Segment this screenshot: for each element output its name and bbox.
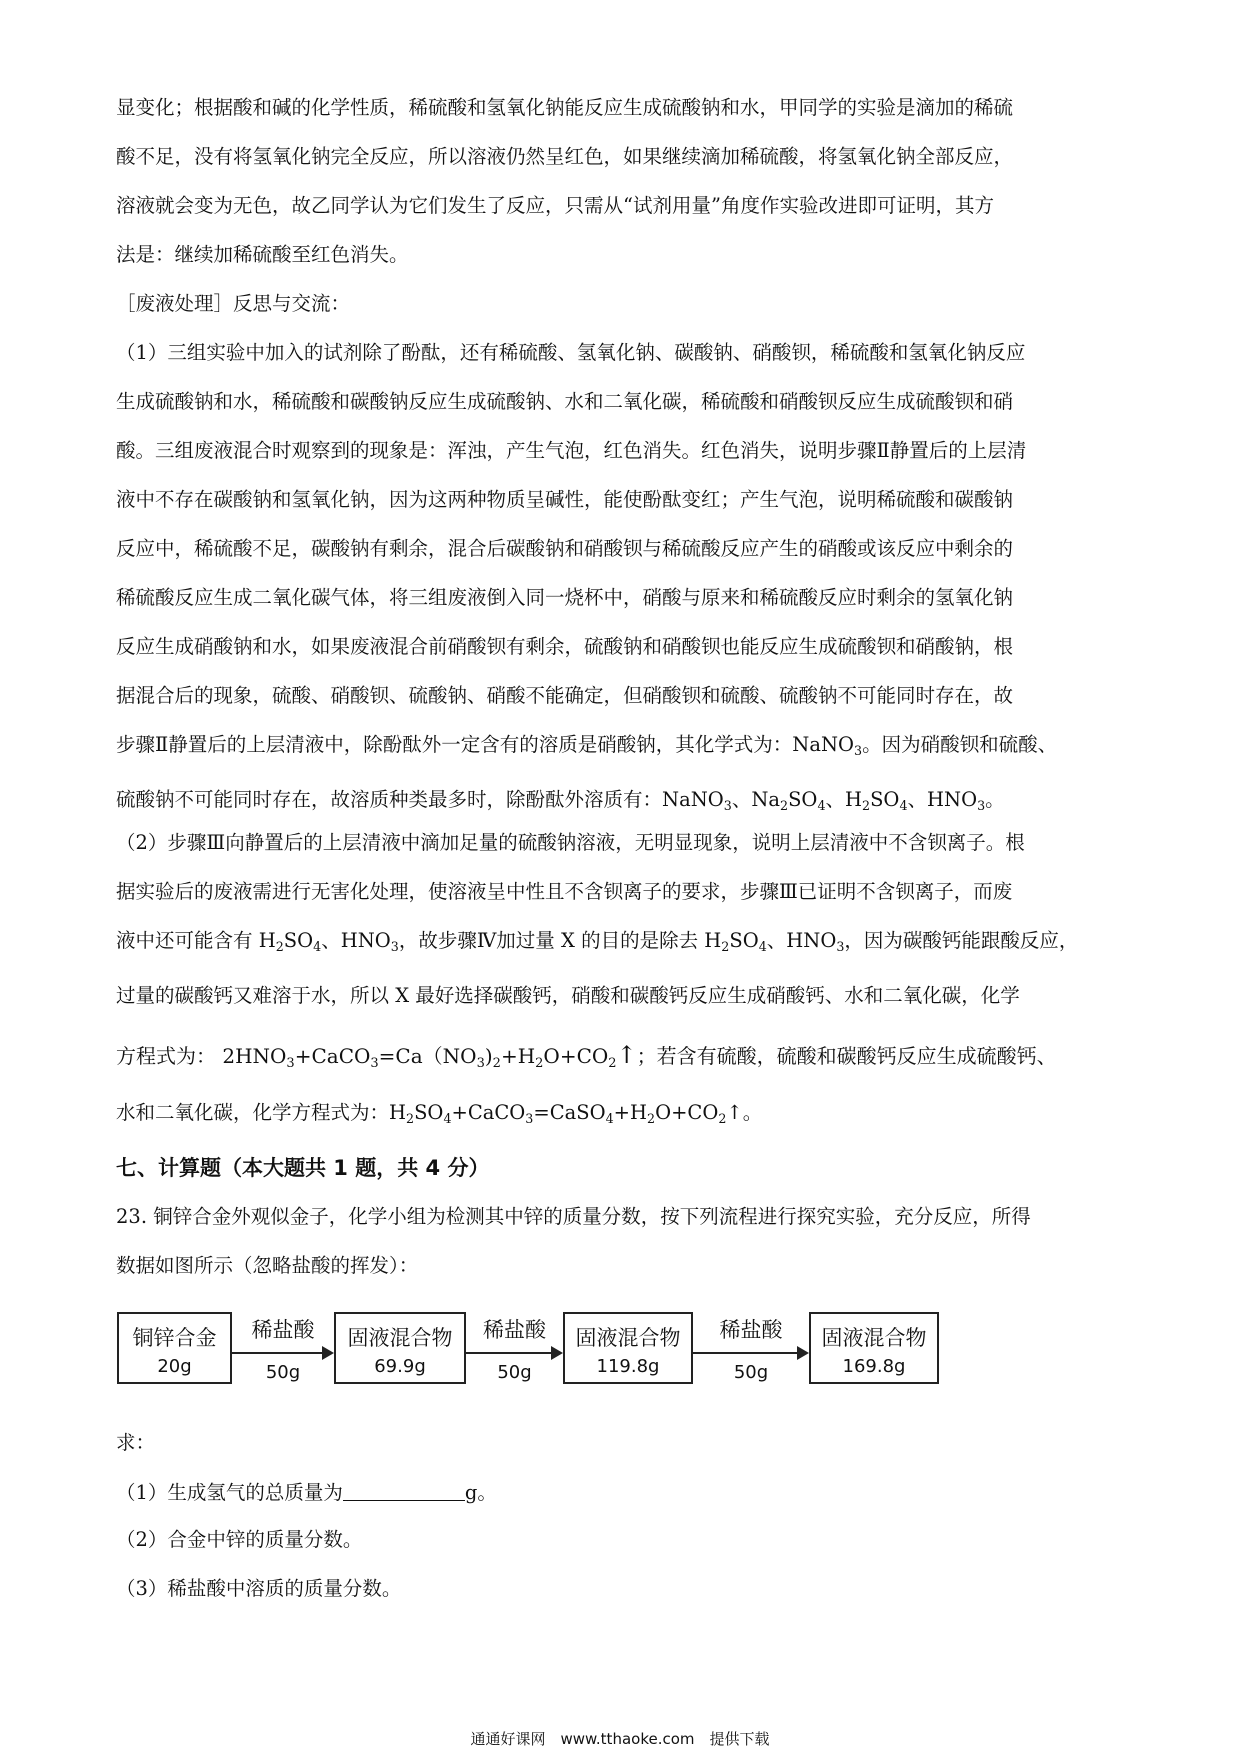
ask-label: 求： — [116, 1431, 156, 1454]
text-line: 23. 铜锌合金外观似金子，化学小组为检测其中锌的质量分数，按下列流程进行探究实验，充分反应，所得 — [116, 1205, 1031, 1228]
section-label-waste — [116, 279, 1126, 328]
paragraph-reflection-1 — [116, 328, 1126, 830]
section-title: 七、计算题（本大题共 1 题，共 4 分） — [116, 1156, 490, 1180]
text-segment: SO — [729, 929, 759, 952]
equation-segment: SO — [414, 1101, 444, 1124]
equation-segment: O+CO — [655, 1101, 719, 1124]
text-line: （2）步骤Ⅲ向静置后的上层清液中滴加足量的硫酸钠溶液，无明显现象，说明上层清液中不含钡离子。根 — [116, 831, 1025, 854]
text-line: （1）三组实验中加入的试剂除了酚酞，还有稀硫酸、氢氧化钠、碳酸钠、硝酸钡，稀硫酸和氢氧化钠反应 — [116, 341, 1026, 364]
text-line: 数据如图所示（忽略盐酸的挥发）： — [116, 1254, 419, 1277]
text-line: 液中不存在碳酸钠和氢氧化钠，因为这两种物质呈碱性，能使酚酞变红；产生气泡，说明稀硫酸和碳酸钠 — [116, 488, 1014, 511]
flow-box-title: 固液混合物 — [821, 1326, 927, 1350]
flow-arrow — [466, 1312, 563, 1384]
gas-arrow: ↑ — [616, 1041, 637, 1069]
text-segment: 、HNO — [766, 929, 837, 952]
paragraph-reflection-2 — [116, 818, 1126, 1020]
flow-arrow-label: 稀盐酸 — [483, 1318, 546, 1342]
arrow-head-icon — [322, 1346, 334, 1360]
text-line: 稀硫酸反应生成二氧化碳气体，将三组废液倒入同一烧杯中，硝酸与原来和稀硫酸反应时剩余的氢氧化钠 — [116, 586, 1014, 609]
text-segment: SO — [283, 929, 314, 952]
text-segment: 水和二氧化碳，化学方程式为：H — [116, 1101, 407, 1124]
flow-arrow — [232, 1312, 334, 1384]
arrow-head-icon — [551, 1346, 563, 1360]
text-line: 显变化；根据酸和碱的化学性质，稀硫酸和氢氧化钠能反应生成硫酸钠和水，甲同学的实验是滴加的稀硫 — [116, 96, 1014, 119]
text-line: ［废液处理］反思与交流： — [116, 292, 351, 315]
arrow-head-icon — [797, 1346, 809, 1360]
text-line: 据实验后的废液需进行无害化处理，使溶液呈中性且不含钡离子的要求，步骤Ⅲ已证明不含钡离子，而废 — [116, 880, 1013, 903]
flow-arrow-amount: 50g — [497, 1362, 532, 1383]
equation-segment: ↑。 — [726, 1101, 763, 1124]
equation-segment: +H — [500, 1044, 536, 1068]
text-line: 反应中，稀硫酸不足，碳酸钠有剩余，混合后碳酸钠和硝酸钡与稀硫酸反应产生的硝酸或该反应中剩余的 — [116, 537, 1014, 560]
text-segment: 。因为硝酸钡和硫酸、 — [862, 733, 1058, 756]
equation-line: 水和二氧化碳，化学方程式为：$H_2SO_4+CaCO_3=CaSO_4+H_2O+CO_2↑$。 — [116, 1101, 763, 1126]
text-line: 反应生成硝酸钠和水，如果废液混合前硝酸钡有剩余，硫酸钠和硝酸钡也能反应生成硫酸钡和硝酸钠，根 — [116, 635, 1014, 658]
equation-line: 方程式为： $2HNO_3+CaCO_3=Ca(NO_3)_2+H_2O+CO_2↑$；若含有硫酸，硫酸和碳酸钙反应生成硫酸钙、 — [116, 1041, 1057, 1071]
text-segment: 步骤Ⅱ静置后的上层清液中，除酚酞外一定含有的溶质是硝酸钠，其化学式为：NaNO — [116, 733, 854, 756]
flow-box-alloy — [117, 1312, 232, 1384]
equation-segment: =CaSO — [533, 1101, 606, 1124]
question-intro — [116, 1192, 1126, 1290]
flow-box-title: 固液混合物 — [575, 1326, 681, 1350]
text-segment: 方程式为： — [116, 1044, 216, 1068]
flow-box-value: 169.8g — [842, 1356, 906, 1377]
equation-segment: +CaCO — [294, 1044, 371, 1068]
text-line: 硫酸钠不可能同时存在，故溶质种类最多时，除酚酞外溶质有：NaNO$_3$、$Na_2SO_4$、$H_2SO_4$、$HNO_3$。 — [116, 787, 1005, 813]
flow-box-mixture — [334, 1312, 466, 1384]
text-line: 溶液就会变为无色，故乙同学认为它们发生了反应，只需从“试剂用量”角度作实验改进即可证明，其方 — [116, 194, 994, 217]
text-segment: 、Na — [731, 787, 781, 811]
text-line: 过量的碳酸钙又难溶于水，所以 X 最好选择碳酸钙，硝酸和碳酸钙反应生成硝酸钙、水和二氧化碳，化学 — [116, 983, 1020, 1007]
text-segment: g。 — [464, 1481, 497, 1504]
arrow-line — [693, 1352, 799, 1354]
text-segment: ，因为碳酸钙能跟酸反应， — [844, 929, 1079, 952]
text-segment: SO — [870, 787, 900, 811]
text-segment: ，故步骤Ⅳ加过量 X 的目的是除去 H — [398, 929, 722, 952]
flow-arrow-label: 稀盐酸 — [251, 1318, 315, 1342]
equation-segment: 2HNO — [222, 1044, 287, 1068]
arrow-line — [232, 1352, 324, 1354]
flow-box-value: 69.9g — [374, 1356, 426, 1377]
text-segment: 。 — [985, 787, 1005, 811]
text-segment: 、HNO — [907, 787, 978, 811]
text-line: 酸不足，没有将氢氧化钠完全反应，所以溶液仍然呈红色，如果继续滴加稀硫酸，将氢氧化钠全部反应， — [116, 145, 1014, 168]
flow-arrow — [693, 1312, 809, 1384]
text-segment: 液中还可能含有 H — [116, 929, 276, 952]
flow-arrow-amount: 50g — [733, 1362, 769, 1383]
text-line: 液中还可能含有 $H_2SO_4$、$HNO_3$，故步骤Ⅳ加过量 X 的目的是除去 $H_2SO_4$、$HNO_3$，因为碳酸钙能跟酸反应， — [116, 929, 1079, 954]
equation-segment: O+CO — [543, 1044, 609, 1068]
text-segment: ；若含有硫酸，硫酸和碳酸钙反应生成硫酸钙、 — [636, 1044, 1057, 1068]
flow-arrow-amount: 50g — [265, 1362, 301, 1383]
flow-box-title: 铜锌合金 — [132, 1326, 217, 1350]
text-line: 法是：继续加稀硫酸至红色消失。 — [116, 243, 409, 266]
sub-question-1 — [116, 1477, 497, 1505]
flow-box-mixture — [809, 1312, 939, 1384]
text-line: 生成硫酸钠和水，稀硫酸和碳酸钠反应生成硫酸钠、水和二氧化碳，稀硫酸和硝酸钡反应生成硫酸钡和硝 — [116, 390, 1014, 413]
flow-box-value: 119.8g — [596, 1356, 660, 1377]
equation-segment: +CaCO — [451, 1101, 526, 1124]
flow-box-mixture — [563, 1312, 693, 1384]
equation-segment: =Ca（NO — [378, 1044, 477, 1068]
text-segment: 、H — [825, 787, 863, 811]
sub-question-2: （2）合金中锌的质量分数。 — [116, 1528, 363, 1551]
text-line: 据混合后的现象，硫酸、硝酸钡、硫酸钠、硝酸不能确定，但硝酸钡和硫酸、硫酸钠不可能同时存在，故 — [116, 684, 1014, 707]
text-segment: 、HNO — [321, 929, 391, 952]
arrow-line — [466, 1352, 553, 1354]
flow-arrow-label: 稀盐酸 — [719, 1318, 783, 1342]
text-line: 步骤Ⅱ静置后的上层清液中，除酚酞外一定含有的溶质是硝酸钠，其化学式为：NaNO$_3$。因为硝酸钡和硫酸、 — [116, 733, 1058, 758]
flow-box-value: 20g — [157, 1356, 192, 1377]
sub-question-3: （3）稀盐酸中溶质的质量分数。 — [116, 1577, 402, 1600]
page-footer: 通通好课网 www.tthaoke.com 提供下载 — [470, 1730, 770, 1748]
equation-segment: ) — [484, 1044, 493, 1068]
paragraph-analysis — [116, 83, 1126, 279]
equation-segment: +H — [613, 1101, 648, 1124]
text-segment: SO — [788, 787, 818, 811]
flow-box-title: 固液混合物 — [347, 1326, 453, 1350]
text-segment: 硫酸钠不可能同时存在，故溶质种类最多时，除酚酞外溶质有：NaNO — [116, 787, 724, 811]
text-segment: （1）生成氢气的总质量为 — [116, 1481, 343, 1504]
answer-blank[interactable] — [343, 1482, 465, 1501]
text-line: 酸。三组废液混合时观察到的现象是：浑浊，产生气泡，红色消失。红色消失，说明步骤Ⅱ静置后的上层清 — [116, 439, 1027, 462]
